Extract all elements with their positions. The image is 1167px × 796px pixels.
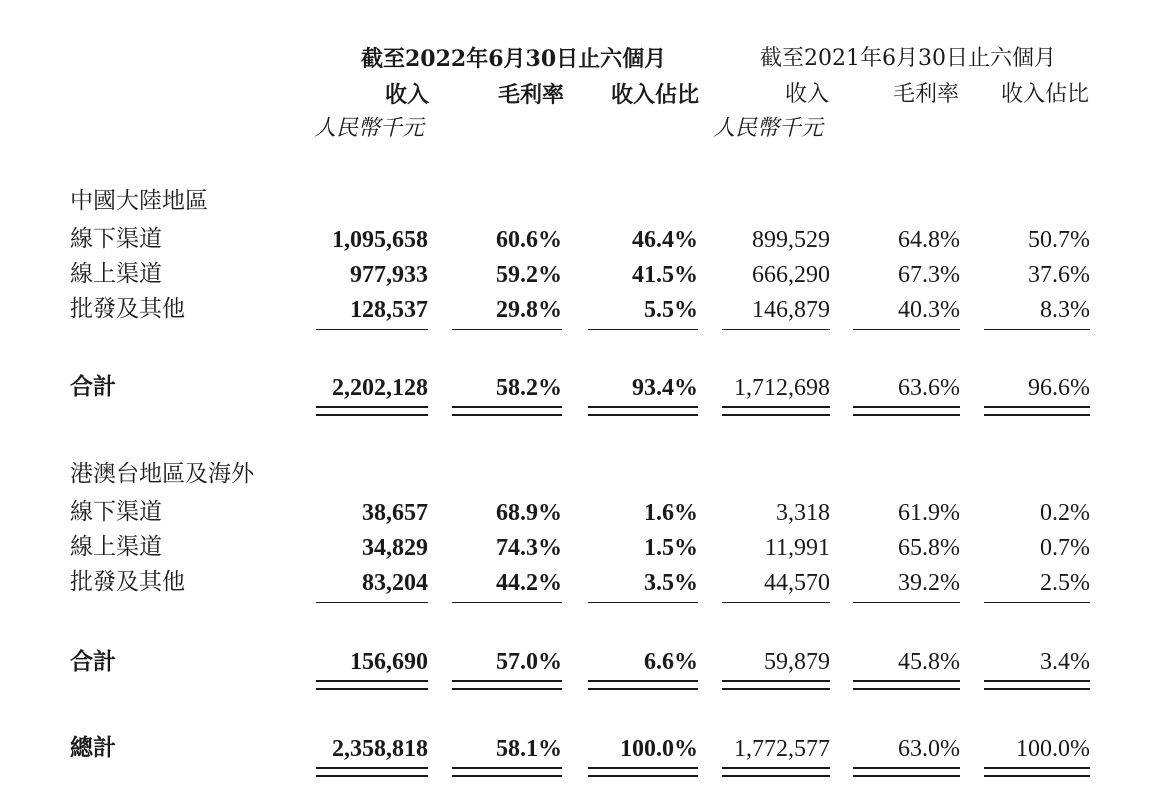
margin-2022: 29.8% [496,297,562,323]
total-double-rule [722,680,830,690]
revenue-2021: 11,991 [764,535,830,561]
grand-total-double-rule [722,767,830,777]
revenue-2022: 156,690 [350,649,428,675]
margin-2022: 58.2% [496,375,562,401]
total-double-rule [588,406,698,416]
revenue-2021: 1,772,577 [734,736,830,762]
revenue-2022: 34,829 [362,535,428,561]
margin-2022: 60.6% [496,227,562,253]
margin-2021: 39.2% [898,570,960,596]
row-label: 線下渠道 [70,499,162,525]
subtotal-rule [722,329,830,330]
total-double-rule [853,406,960,416]
revenue-2022: 977,933 [350,262,428,288]
share-2021: 8.3% [1040,297,1090,323]
share-2022: 1.6% [644,500,698,526]
subtotal-rule [853,329,960,330]
total-double-rule [452,680,562,690]
revenue-2021: 146,879 [752,297,830,323]
share-2022: 93.4% [632,375,698,401]
period-2021-header: 截至2021年6月30日止六個月 [760,46,1056,71]
grand-total-double-rule [588,767,698,777]
revenue-2022: 128,537 [350,297,428,323]
share-2021: 0.7% [1040,535,1090,561]
share-2022: 41.5% [632,262,698,288]
unit-label-2022: 人民幣千元 [314,116,425,141]
total-double-rule [588,680,698,690]
revenue-2022: 83,204 [362,570,428,596]
margin-2021: 61.9% [898,500,960,526]
subtotal-label: 合計 [70,648,116,675]
subtotal-rule [984,602,1090,603]
subtotal-rule [316,602,428,603]
grand-total-double-rule [316,767,428,777]
subtotal-rule [588,602,698,603]
margin-2021: 65.8% [898,535,960,561]
col-margin-2021: 毛利率 [893,82,960,107]
total-double-rule [853,680,960,690]
subtotal-rule [853,602,960,603]
revenue-2021: 3,318 [776,500,830,526]
margin-2021: 63.0% [898,736,960,762]
revenue-2021: 899,529 [752,227,830,253]
margin-2021: 67.3% [898,262,960,288]
section-title-overseas: 港澳台地區及海外 [70,461,254,487]
row-label: 線下渠道 [70,226,162,252]
revenue-2021: 59,879 [764,649,830,675]
total-double-rule [984,406,1090,416]
grand-total-double-rule [853,767,960,777]
col-revenue-2021: 收入 [785,82,830,107]
col-revenue-2022: 收入 [385,82,430,108]
section-title-mainland: 中國大陸地區 [70,188,208,214]
share-2022: 100.0% [620,736,698,762]
margin-2022: 44.2% [496,570,562,596]
share-2021: 0.2% [1040,500,1090,526]
subtotal-rule [452,329,562,330]
share-2022: 3.5% [644,570,698,596]
revenue-2022: 2,202,128 [332,375,428,401]
subtotal-label: 合計 [70,373,116,400]
margin-2022: 57.0% [496,649,562,675]
row-label: 線上渠道 [70,261,162,287]
col-margin-2022: 毛利率 [498,82,565,108]
share-2022: 5.5% [644,297,698,323]
share-2022: 6.6% [644,649,698,675]
subtotal-rule [452,602,562,603]
row-label: 批發及其他 [70,569,185,595]
margin-2022: 68.9% [496,500,562,526]
grand-total-label: 總計 [70,734,116,761]
grand-total-double-rule [452,767,562,777]
share-2021: 50.7% [1028,227,1090,253]
total-double-rule [316,680,428,690]
total-double-rule [452,406,562,416]
total-double-rule [984,680,1090,690]
margin-2022: 74.3% [496,535,562,561]
share-2021: 37.6% [1028,262,1090,288]
margin-2022: 59.2% [496,262,562,288]
subtotal-rule [722,602,830,603]
margin-2021: 64.8% [898,227,960,253]
subtotal-rule [588,329,698,330]
revenue-2022: 2,358,818 [332,736,428,762]
revenue-2021: 44,570 [764,570,830,596]
subtotal-rule [984,329,1090,330]
unit-label-2021: 人民幣千元 [713,116,824,141]
share-2022: 1.5% [644,535,698,561]
margin-2021: 45.8% [898,649,960,675]
row-label: 線上渠道 [70,534,162,560]
share-2021: 3.4% [1040,649,1090,675]
revenue-2022: 1,095,658 [332,227,428,253]
row-label: 批發及其他 [70,296,185,322]
revenue-2021: 1,712,698 [734,375,830,401]
col-share-2022: 收入佔比 [611,82,700,108]
share-2022: 46.4% [632,227,698,253]
share-2021: 2.5% [1040,570,1090,596]
share-2021: 96.6% [1028,375,1090,401]
margin-2021: 63.6% [898,375,960,401]
subtotal-rule [316,329,428,330]
revenue-2021: 666,290 [752,262,830,288]
margin-2021: 40.3% [898,297,960,323]
margin-2022: 58.1% [496,736,562,762]
total-double-rule [722,406,830,416]
revenue-2022: 38,657 [362,500,428,526]
period-2022-header: 截至2022年6月30日止六個月 [361,46,667,72]
share-2021: 100.0% [1016,736,1090,762]
grand-total-double-rule [984,767,1090,777]
col-share-2021: 收入佔比 [1001,82,1090,107]
total-double-rule [316,406,428,416]
